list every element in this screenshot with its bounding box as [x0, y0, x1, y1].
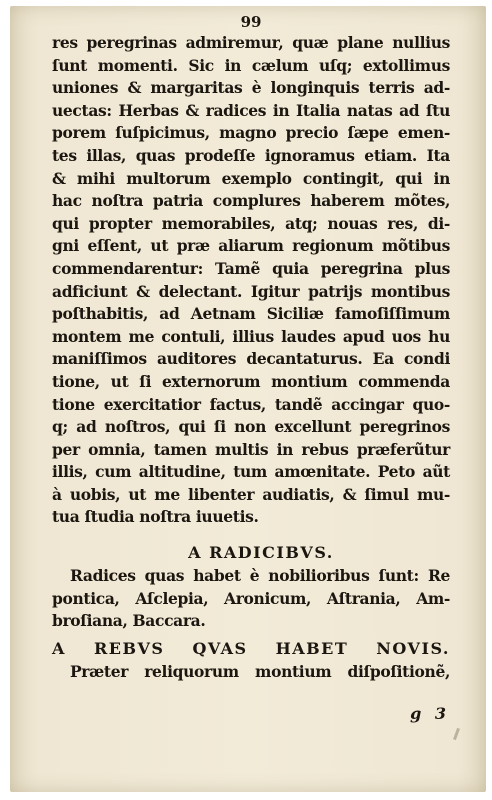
paragraph-1 [52, 32, 450, 529]
book-page [10, 6, 486, 792]
paragraph-2 [52, 565, 450, 633]
text-line: montem me contuli, illius laudes apud uos hu [52, 326, 450, 346]
text-line: à uobis, ut me libenter audiatis, & ſimul mu- [52, 484, 450, 504]
text-line: commendarentur: Tamẽ quia peregrina plus [52, 258, 450, 278]
text-line: Radices quas habet è nobilioribus ſunt: Re [70, 566, 450, 586]
text-line: res peregrinas admiremur, quæ plane nullius [52, 33, 450, 52]
text-line: maniſſimos auditores decantaturus. Ea condi [52, 349, 450, 369]
paragraph-3 [52, 661, 450, 684]
text-line: pontica, Aſclepia, Aronicum, Aſtrania, Am- [52, 588, 450, 608]
text-line: ſunt momenti. Sic in cælum uſq; extollimus [52, 55, 450, 75]
text-line: tione, ut ſi externorum montium commenda [52, 371, 450, 391]
text-line: adficiunt & delectant. Igitur patrijs montibus [52, 281, 450, 301]
text-line: q; ad noſtros, qui ſi non excellunt peregrinos [52, 417, 450, 437]
text-line: tes illas, quas prodeſſe ignoramus etiam. Ita [52, 145, 450, 165]
text-line: hac noſtra patria complures haberem mõtes, [52, 191, 450, 211]
text-line: illis, cum altitudine, tum amœnitate. Peto aũt [52, 462, 450, 482]
signature-mark: g 3 [410, 704, 450, 723]
text-line: broſiana, Baccara. [52, 611, 206, 631]
text-line: uectas: Herbas & radices in Italia natas ad ſtu [52, 100, 450, 120]
text-line: tua ſtudia noſtra iuuetis. [52, 507, 259, 527]
text-line: qui propter memorabiles, atq; nouas res, di- [52, 213, 450, 233]
page-text-block [52, 12, 450, 723]
ink-mark [453, 728, 460, 740]
text-line: per omnia, tamen multis in rebus præferũtur [52, 439, 450, 459]
text-line: uniones & margaritas è longinquis terris ad- [52, 78, 450, 98]
text-line: gni eſſent, ut præ aliarum regionum mõtibus [52, 236, 450, 256]
text-line: Præter reliquorum montium diſpoſitionẽ, [70, 661, 450, 681]
section-heading-radicibus: A RADICIBVS. [188, 543, 334, 563]
text-line: tione exercitatior factus, tandẽ accingar quo- [52, 394, 450, 414]
section-heading-rebus: A REBVS QVAS HABET NOVIS. [52, 638, 450, 658]
text-line: poſthabitis, ad Aetnam Siciliæ famoſiſſimum [52, 304, 450, 324]
page-number: 99 [240, 13, 262, 31]
text-line: & mihi multorum exemplo contingit, qui in [52, 168, 450, 188]
text-line: porem ſuſpicimus, magno precio ſæpe emen- [52, 123, 450, 143]
